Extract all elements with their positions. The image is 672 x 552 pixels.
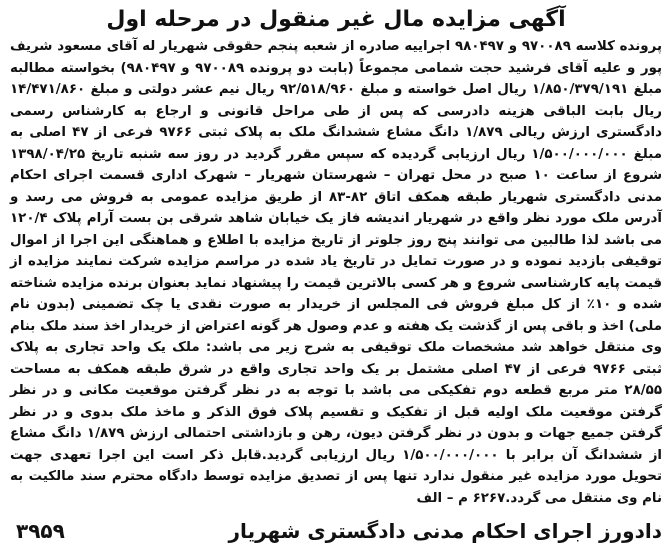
notice-body: پرونده کلاسه ۹۷۰۰۸۹ و ۹۸۰۴۹۷ اجراییه صادره از شعبه پنجم حقوقی شهریار له آقای مسعود شریف پور و علیه آقای فرشید حجت شمامی مجموعاً (بابت دو پرونده ۹۷۰۰۸۹ و ۹۸۰۴۹۷) بخواسته مطالبه مبلغ ۱/۸۵۰/۳۷۹/۱۹۱ ریال اصل خواسته و مبلغ ۹۲/۵۱۸/۹۶۰ ریال نیم عشر دولتی و مبلغ ۱۴/۴۷۱/۸۶۰ ریال بابت الباقی هزینه دادرسی که پس از طی مراحل قانونی و ارجاع به کارشناس رسمی دادگستری ارزش ریالی ۱/۸۷۹ دانگ مشاع ششدانگ ملک به پلاک ثبتی ۹۷۶۶ فرعی از ۴۷ اصلی به مبلغ ۱/۵۰۰/۰۰۰/۰۰۰ ریال ارزیابی گردیده که سپس مقرر گردید در روز سه شنبه تاریخ ۱۳۹۸/۰۴/۲۵ شروع از ساعت ۱۰ صبح در محل تهران – شهرستان شهریار – شهرک اداری قسمت اجرای احکام مدنی دادگستری شهریار طبقه همکف اتاق ۸۲-۸۳ از طریق مزایده عمومی به فروش می رسد و آدرس ملک مورد نظر واقع در شهریار اندیشه فاز یک خیابان شاهد شرقی بن بست آرام پلاک ۱۲۰/۴ می باشد لذا طالبین می توانند پنج روز جلوتر از تاریخ مزایده با اطلاع و هماهنگی این اجرا از اموال توقیفی بازدید نموده و در صورت تمایل در تاریخ یاد شده در مراسم مزایده شرکت نمایند مزایده از قیمت پایه کارشناسی شروع و هر کسی بالاترین قیمت را پیشنهاد نماید بعنوان برنده مزایده شناخته شده و ۱۰٪ از کل مبلغ فروش فی المجلس از خریدار به صورت نقدی یا چک تضمینی (بدون نام ملی) اخذ و باقی پس از گذشت یک هفته و عدم وصول هر گونه اعتراض از خریدار اخذ سند ملک بنام وی منتقل خواهد شد مشخصات ملک توقیفی به شرح زیر می باشد: ملک یک واحد تجاری به پلاک ثبتی ۹۷۶۶ فرعی از ۴۷ اصلی مشتمل بر یک واحد تجاری واقع در شرق طبقه همکف به مساحت ۲۸/۵۵ متر مربع قطعه دوم تفکیکی می باشد با توجه به در نظر گرفتن موقعیت مکانی و در نظر گرفتن موقعیت ملک اولیه قبل از تفکیک و تقسیم پلاک فوق الذکر و ماخذ ملک بدوی و در نظر گرفتن جمیع جهات و بدون در نظر گرفتن دیون، رهن و بازداشتی احتمالی ارزش ۱/۸۷۹ دانگ مشاع از ششدانگ آن برابر با ۱/۵۰۰/۰۰۰/۰۰۰ ریال ارزیابی گردید.قابل ذکر است این اجرا تعهدی جهت تحویل مورد مزایده غیر منقول ندارد تنها پس از تصدیق مزایده توسط دادگاه محترم سند مالکیت به نام وی منتقل می گردد.۶۲۶۷ م – الف — [10, 39, 663, 506]
notice-footer — [10, 516, 662, 546]
signature-line: دادورز اجرای احکام مدنی دادگستری شهریار — [228, 519, 662, 543]
reference-number: ۳۹۵۹ — [16, 519, 65, 543]
notice-title: آگهی مزایده مال غیر منقول در مرحله اول — [106, 7, 566, 32]
